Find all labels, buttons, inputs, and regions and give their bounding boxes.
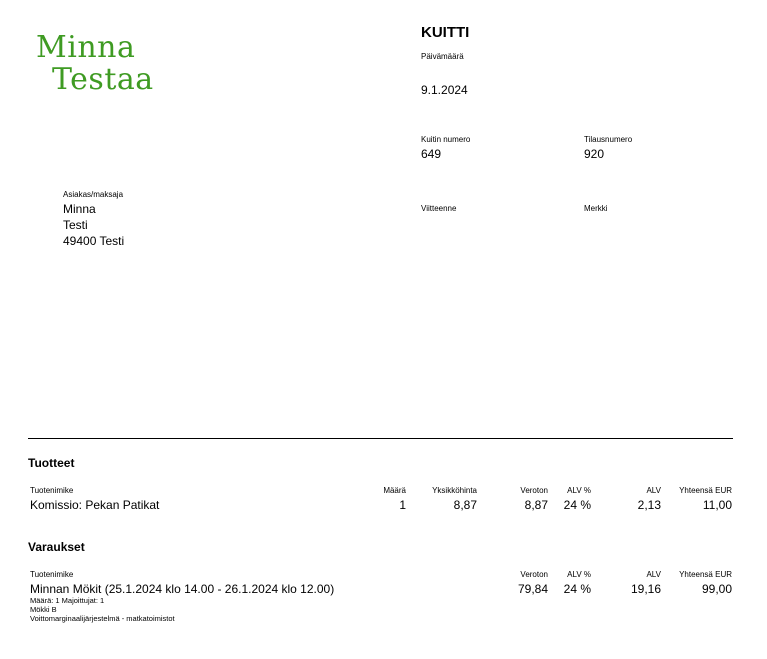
- reservation-total: 99,00: [701, 582, 732, 596]
- products-header-net: Veroton: [520, 486, 548, 495]
- customer-label: Asiakas/maksaja: [63, 190, 124, 199]
- customer-city: 49400 Testi: [63, 234, 125, 248]
- product-qty: 1: [399, 498, 406, 512]
- products-header-unit-price: Yksikköhinta: [432, 486, 477, 495]
- products-header-qty: Määrä: [383, 486, 406, 495]
- logo-line-2: Testaa: [52, 62, 154, 97]
- reservation-net: 79,84: [517, 582, 548, 596]
- date-label: Päivämäärä: [421, 52, 464, 61]
- date-value: 9.1.2024: [421, 83, 468, 97]
- receipt-title: KUITTI: [421, 24, 470, 41]
- order-number-label: Tilausnumero: [584, 135, 633, 144]
- product-net: 8,87: [524, 498, 548, 512]
- product-vat-pct: 24 %: [563, 498, 591, 512]
- reservations-header-vat-pct: ALV %: [567, 570, 591, 579]
- product-name: Komissio: Pekan Patikat: [30, 498, 160, 512]
- product-vat: 2,13: [637, 498, 661, 512]
- product-total: 11,00: [702, 498, 732, 512]
- reservations-header-name: Tuotenimike: [30, 570, 74, 579]
- reference-label: Viitteenne: [421, 204, 457, 213]
- reservations-title: Varaukset: [28, 540, 85, 554]
- customer-name: Minna: [63, 202, 96, 216]
- reservation-detail-qty: Määrä: 1 Majoittujat: 1: [30, 596, 105, 605]
- reservation-detail-cabin: Mökki B: [30, 605, 57, 614]
- reservations-header-net: Veroton: [520, 570, 548, 579]
- order-number-value: 920: [584, 147, 605, 161]
- products-header-vat: ALV: [646, 486, 661, 495]
- receipt-number-label: Kuitin numero: [421, 135, 471, 144]
- reservation-vat-pct: 24 %: [563, 582, 591, 596]
- products-header-name: Tuotenimike: [30, 486, 74, 495]
- product-unit-price: 8,87: [453, 498, 477, 512]
- products-header-total: Yhteensä EUR: [679, 486, 732, 495]
- logo-line-1: Minna: [36, 30, 136, 65]
- reservations-header-vat: ALV: [646, 570, 661, 579]
- reservation-detail-tax-scheme: Voittomarginaalijärjestelmä - matkatoimistot: [30, 614, 175, 623]
- reservation-name: Minnan Mökit (25.1.2024 klo 14.00 - 26.1.2024 klo 12.00): [30, 582, 335, 596]
- products-title: Tuotteet: [28, 456, 75, 470]
- reservation-vat: 19,16: [630, 582, 661, 596]
- reservations-header-total: Yhteensä EUR: [679, 570, 732, 579]
- products-header-vat-pct: ALV %: [567, 486, 591, 495]
- divider: [28, 438, 733, 439]
- customer-street: Testi: [63, 218, 88, 232]
- receipt-number-value: 649: [421, 147, 442, 161]
- mark-label: Merkki: [584, 204, 608, 213]
